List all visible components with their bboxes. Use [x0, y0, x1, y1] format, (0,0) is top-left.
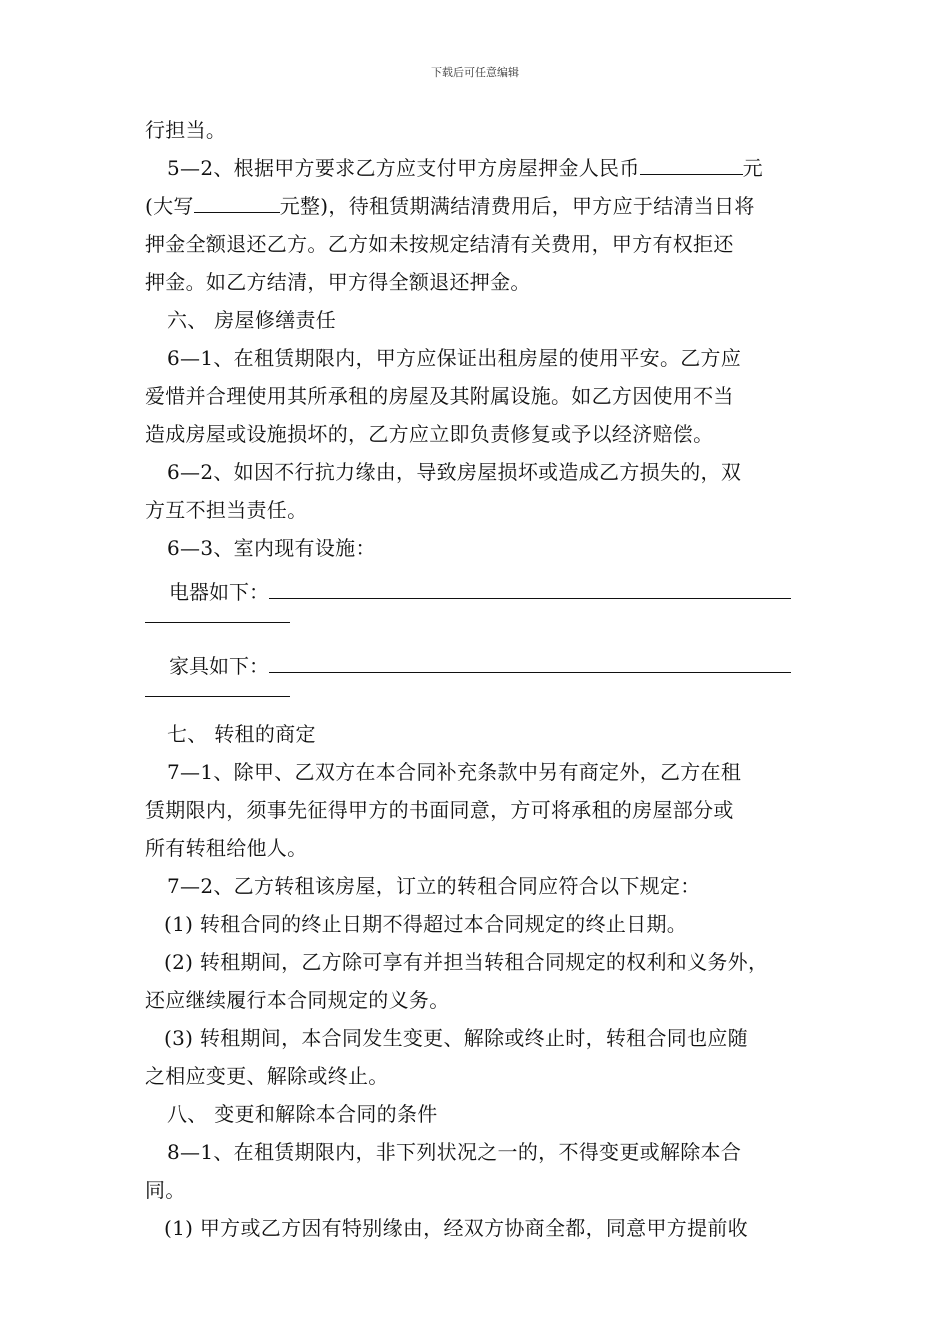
text-line: 行担当。 — [145, 118, 227, 142]
section-heading-6: 六、 房屋修缮责任 — [167, 308, 337, 332]
clause-5-2: 5—2、根据甲方要求乙方应支付甲方房屋押金人民币 元 — [167, 156, 763, 180]
text-line: 押金。如乙方结清，甲方得全额退还押金。 — [145, 270, 531, 294]
deposit-amount-blank — [640, 158, 743, 175]
deposit-capital-blank — [194, 196, 280, 213]
appliances-blank-cont — [145, 614, 825, 650]
clause-6-2: 6—2、如因不行抗力缘由，导致房屋损坏或造成乙方损失的，双 — [167, 460, 742, 484]
text-line: (大写 元整)，待租赁期满结清费用后，甲方应于结清当日将 — [145, 194, 755, 218]
contract-body — [145, 120, 825, 1256]
text-line: 赁期限内，须事先征得甲方的书面同意，方可将承租的房屋部分或 — [145, 798, 734, 822]
clause-7-1: 7—1、除甲、乙双方在本合同补充条款中另有商定外，乙方在租 — [167, 760, 742, 784]
clause-6-1: 6—1、在租赁期限内，甲方应保证出租房屋的使用平安。乙方应 — [167, 346, 742, 370]
list-item-8-1: (1) 甲方或乙方因有特别缘由，经双方协商全都，同意甲方提前收 — [164, 1216, 748, 1240]
text-line: 造成房屋或设施损坏的，乙方应立即负责修复或予以经济赔偿。 — [145, 422, 714, 446]
list-item-2: (2) 转租期间，乙方除可享有并担当转租合同规定的权利和义务外， — [164, 950, 769, 974]
text-line: 还应继续履行本合同规定的义务。 — [145, 988, 450, 1012]
clause-7-2: 7—2、乙方转租该房屋，订立的转租合同应符合以下规定： — [167, 874, 701, 898]
list-item-3: (3) 转租期间，本合同发生变更、解除或终止时，转租合同也应随 — [164, 1026, 748, 1050]
section-heading-8: 八、 变更和解除本合同的条件 — [167, 1102, 438, 1126]
furniture-blank — [269, 656, 791, 673]
section-heading-7: 七、 转租的商定 — [167, 722, 316, 746]
text-line: 押金全额退还乙方。乙方如未按规定结清有关费用，甲方有权拒还 — [145, 232, 734, 256]
text-line: 方互不担当责任。 — [145, 498, 308, 522]
text-line: 同。 — [145, 1178, 186, 1202]
page-header: 下载后可任意编辑 — [431, 66, 519, 79]
appliances-blank — [269, 582, 791, 599]
furniture-row: 家具如下： — [145, 650, 825, 688]
furniture-blank-cont — [145, 688, 825, 724]
clause-6-3: 6—3、室内现有设施： — [167, 536, 376, 560]
list-item-1: (1) 转租合同的终止日期不得超过本合同规定的终止日期。 — [164, 912, 688, 936]
text-line: 爱惜并合理使用其所承租的房屋及其附属设施。如乙方因使用不当 — [145, 384, 734, 408]
appliances-row: 电器如下： — [145, 576, 825, 614]
text-line: 所有转租给他人。 — [145, 836, 308, 860]
clause-8-1: 8—1、在租赁期限内，非下列状况之一的，不得变更或解除本合 — [167, 1140, 742, 1164]
text-line: 之相应变更、解除或终止。 — [145, 1064, 389, 1088]
